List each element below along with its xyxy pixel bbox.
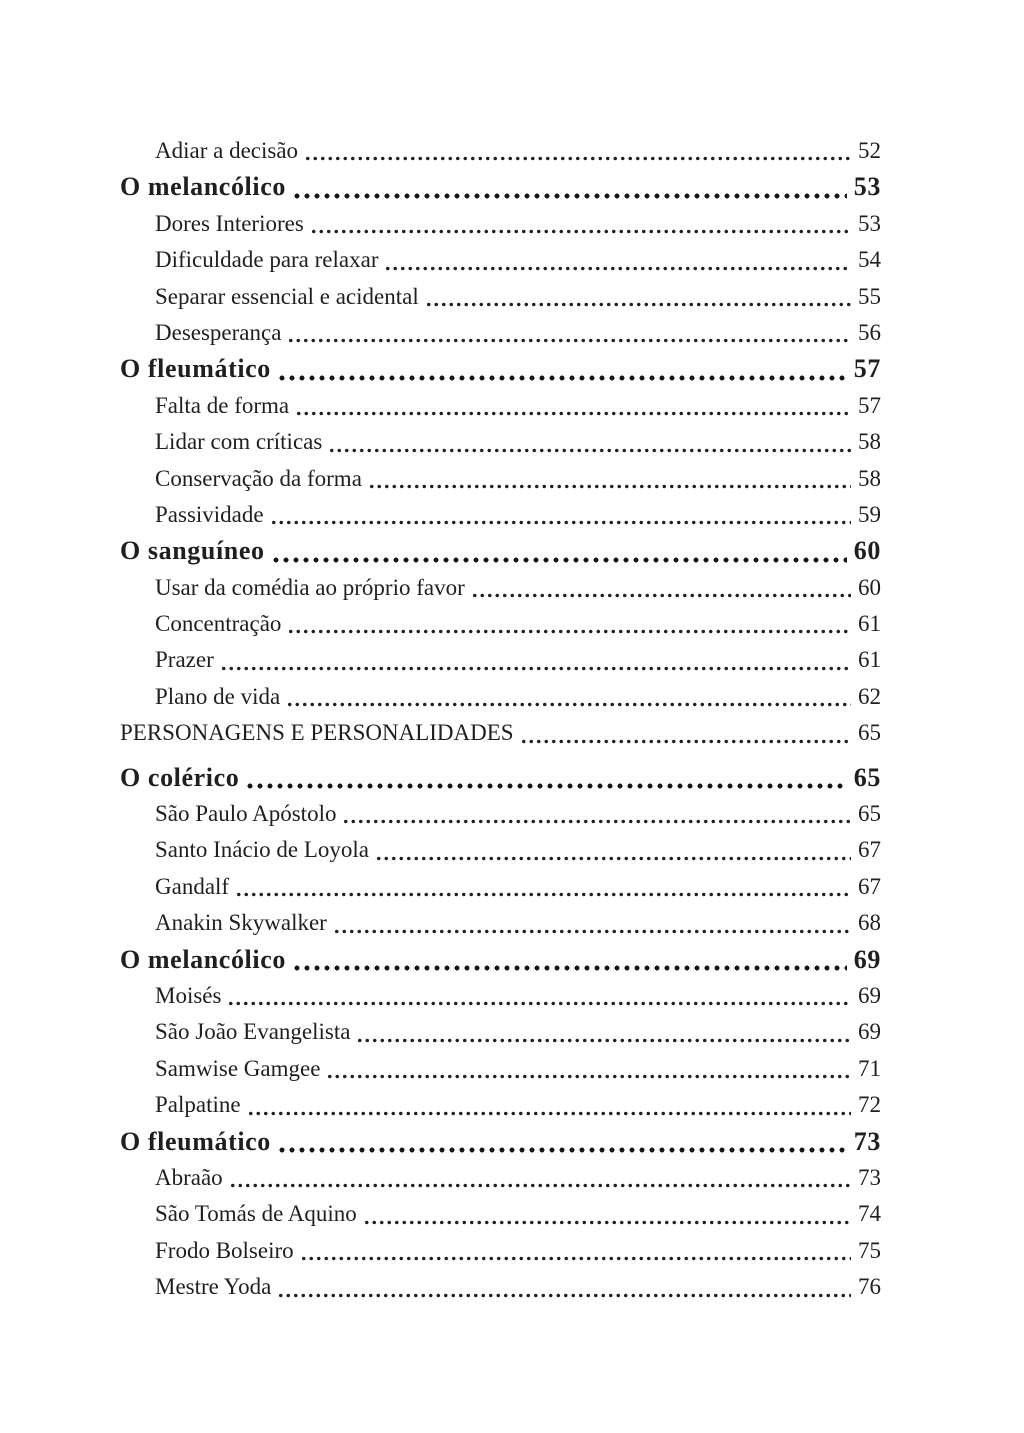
toc-entry-label: Lidar com críticas xyxy=(155,429,323,455)
dot-leader xyxy=(384,266,851,271)
toc-entry-label: Passividade xyxy=(155,501,264,527)
dot-leader xyxy=(375,856,851,861)
toc-entry xyxy=(120,869,881,905)
toc-entry-label: Anakin Skywalker xyxy=(155,910,327,936)
toc-entry-label: São Tomás de Aquino xyxy=(155,1201,357,1227)
toc-entry xyxy=(120,1087,881,1123)
dot-leader xyxy=(286,702,851,707)
toc-entry xyxy=(120,169,881,205)
toc-entry-label: São Paulo Apóstolo xyxy=(155,801,337,827)
toc-entry-label: Plano de vida xyxy=(155,683,281,709)
toc-entry-page: 56 xyxy=(858,319,881,345)
toc-entry xyxy=(120,1269,881,1305)
toc-entry-label: Palpatine xyxy=(155,1092,241,1118)
dot-leader xyxy=(342,819,851,824)
toc-entry-page: 60 xyxy=(853,536,881,566)
toc-entry-label: Samwise Gamgee xyxy=(155,1055,321,1081)
toc-entry xyxy=(120,942,881,978)
toc-entry xyxy=(120,796,881,832)
toc-entry xyxy=(120,1051,881,1087)
toc-entry-page: 71 xyxy=(858,1055,881,1081)
toc-entry-page: 68 xyxy=(858,910,881,936)
toc-entry xyxy=(120,279,881,315)
toc-entry-label: O sanguíneo xyxy=(120,536,265,566)
dot-leader xyxy=(287,629,851,634)
toc-list xyxy=(120,133,881,1306)
toc-entry xyxy=(120,424,881,460)
dot-leader xyxy=(520,739,851,744)
dot-leader xyxy=(220,666,851,671)
toc-entry-page: 76 xyxy=(858,1274,881,1300)
toc-entry-page: 53 xyxy=(853,172,881,202)
toc-entry xyxy=(120,679,881,715)
toc-entry-page: 67 xyxy=(858,837,881,863)
toc-entry-label: Dificuldade para relaxar xyxy=(155,247,379,273)
toc-entry-page: 65 xyxy=(858,720,881,746)
toc-entry-label: Gandalf xyxy=(155,873,230,899)
dot-leader xyxy=(310,229,851,234)
toc-entry xyxy=(120,497,881,533)
toc-entry xyxy=(120,1160,881,1196)
dot-leader xyxy=(425,302,851,307)
toc-entry-page: 57 xyxy=(858,392,881,418)
toc-entry-label: O fleumático xyxy=(120,354,271,384)
toc-entry-label: Separar essencial e acidental xyxy=(155,283,419,309)
toc-entry xyxy=(120,1196,881,1232)
toc-entry xyxy=(120,461,881,497)
toc-entry xyxy=(120,760,881,796)
toc-entry-page: 69 xyxy=(853,944,881,974)
dot-leader xyxy=(295,411,851,416)
toc-entry xyxy=(120,606,881,642)
toc-entry xyxy=(120,570,881,606)
toc-entry-page: 72 xyxy=(858,1092,881,1118)
toc-entry xyxy=(120,133,881,169)
toc-entry xyxy=(120,642,881,678)
dot-leader xyxy=(304,156,851,161)
toc-entry-page: 58 xyxy=(858,465,881,491)
toc-entry-page: 74 xyxy=(858,1201,881,1227)
toc-entry-page: 58 xyxy=(858,429,881,455)
toc-entry-label: O melancólico xyxy=(120,172,286,202)
dot-leader xyxy=(356,1038,851,1043)
dot-leader xyxy=(235,892,851,897)
toc-entry-label: Adiar a decisão xyxy=(155,138,299,163)
toc-entry xyxy=(120,388,881,424)
toc-entry-page: 65 xyxy=(853,762,881,792)
toc-entry xyxy=(120,315,881,351)
toc-entry-label: Frodo Bolseiro xyxy=(155,1237,294,1263)
dot-leader xyxy=(300,1256,851,1261)
toc-entry xyxy=(120,1014,881,1050)
dot-leader xyxy=(287,338,851,343)
toc-entry-label: Usar da comédia ao próprio favor xyxy=(155,574,465,600)
dot-leader xyxy=(245,783,846,789)
dot-leader xyxy=(271,557,847,563)
dot-leader xyxy=(333,929,851,934)
toc-entry xyxy=(120,978,881,1014)
dot-leader xyxy=(277,1147,847,1153)
toc-entry-page: 73 xyxy=(853,1126,881,1156)
toc-entry xyxy=(120,351,881,387)
toc-entry-label: Moisés xyxy=(155,982,222,1008)
toc-entry-page: 65 xyxy=(858,801,881,827)
dot-leader xyxy=(368,484,851,489)
toc-entry-page: 69 xyxy=(858,982,881,1008)
toc-entry xyxy=(120,1124,881,1160)
dot-leader xyxy=(270,520,851,525)
dot-leader xyxy=(247,1111,851,1116)
toc-entry-label: O fleumático xyxy=(120,1126,271,1156)
toc-entry xyxy=(120,715,881,751)
toc-entry-page: 57 xyxy=(853,354,881,384)
toc-entry-page: 73 xyxy=(858,1164,881,1190)
dot-leader xyxy=(277,375,847,381)
toc-entry-page: 59 xyxy=(858,501,881,527)
toc-entry xyxy=(120,832,881,868)
toc-entry-label: Desesperança xyxy=(155,319,282,345)
toc-entry-page: 61 xyxy=(858,611,881,637)
dot-leader xyxy=(471,593,851,598)
toc-entry-page: 60 xyxy=(858,574,881,600)
toc-entry xyxy=(120,242,881,278)
dot-leader xyxy=(292,965,847,971)
toc-entry-label: São João Evangelista xyxy=(155,1019,351,1045)
dot-leader xyxy=(328,448,851,453)
toc-entry xyxy=(120,533,881,569)
dot-leader xyxy=(277,1293,851,1298)
toc-entry-label: Mestre Yoda xyxy=(155,1274,272,1300)
dot-leader xyxy=(326,1074,851,1079)
toc-entry-label: PERSONAGENS E PERSONALIDADES xyxy=(120,720,514,746)
toc-entry-page: 67 xyxy=(858,873,881,899)
dot-leader xyxy=(227,1001,851,1006)
toc-entry-label: O colérico xyxy=(120,762,240,792)
toc-entry-page: 61 xyxy=(858,647,881,673)
toc-entry-page: 62 xyxy=(858,683,881,709)
toc-entry-label: Dores Interiores xyxy=(155,210,304,236)
toc-entry xyxy=(120,905,881,941)
toc-entry-page: 53 xyxy=(858,210,881,236)
dot-leader xyxy=(292,193,847,199)
toc-entry-page: 69 xyxy=(858,1019,881,1045)
toc-entry-label: Falta de forma xyxy=(155,392,290,418)
toc-entry-label: Conservação da forma xyxy=(155,465,362,491)
toc-entry-label: O melancólico xyxy=(120,944,286,974)
toc-entry-page: 52 xyxy=(858,138,881,163)
toc-entry xyxy=(120,1233,881,1269)
toc-entry-label: Concentração xyxy=(155,611,282,637)
toc-entry xyxy=(120,206,881,242)
toc-entry-label: Prazer xyxy=(155,647,214,673)
toc-entry-page: 54 xyxy=(858,247,881,273)
toc-entry-label: Abraão xyxy=(155,1164,223,1190)
toc-entry-label: Santo Inácio de Loyola xyxy=(155,837,369,863)
toc-entry-page: 75 xyxy=(858,1237,881,1263)
dot-leader xyxy=(363,1220,851,1225)
toc-entry-page: 55 xyxy=(858,283,881,309)
dot-leader xyxy=(229,1183,851,1188)
